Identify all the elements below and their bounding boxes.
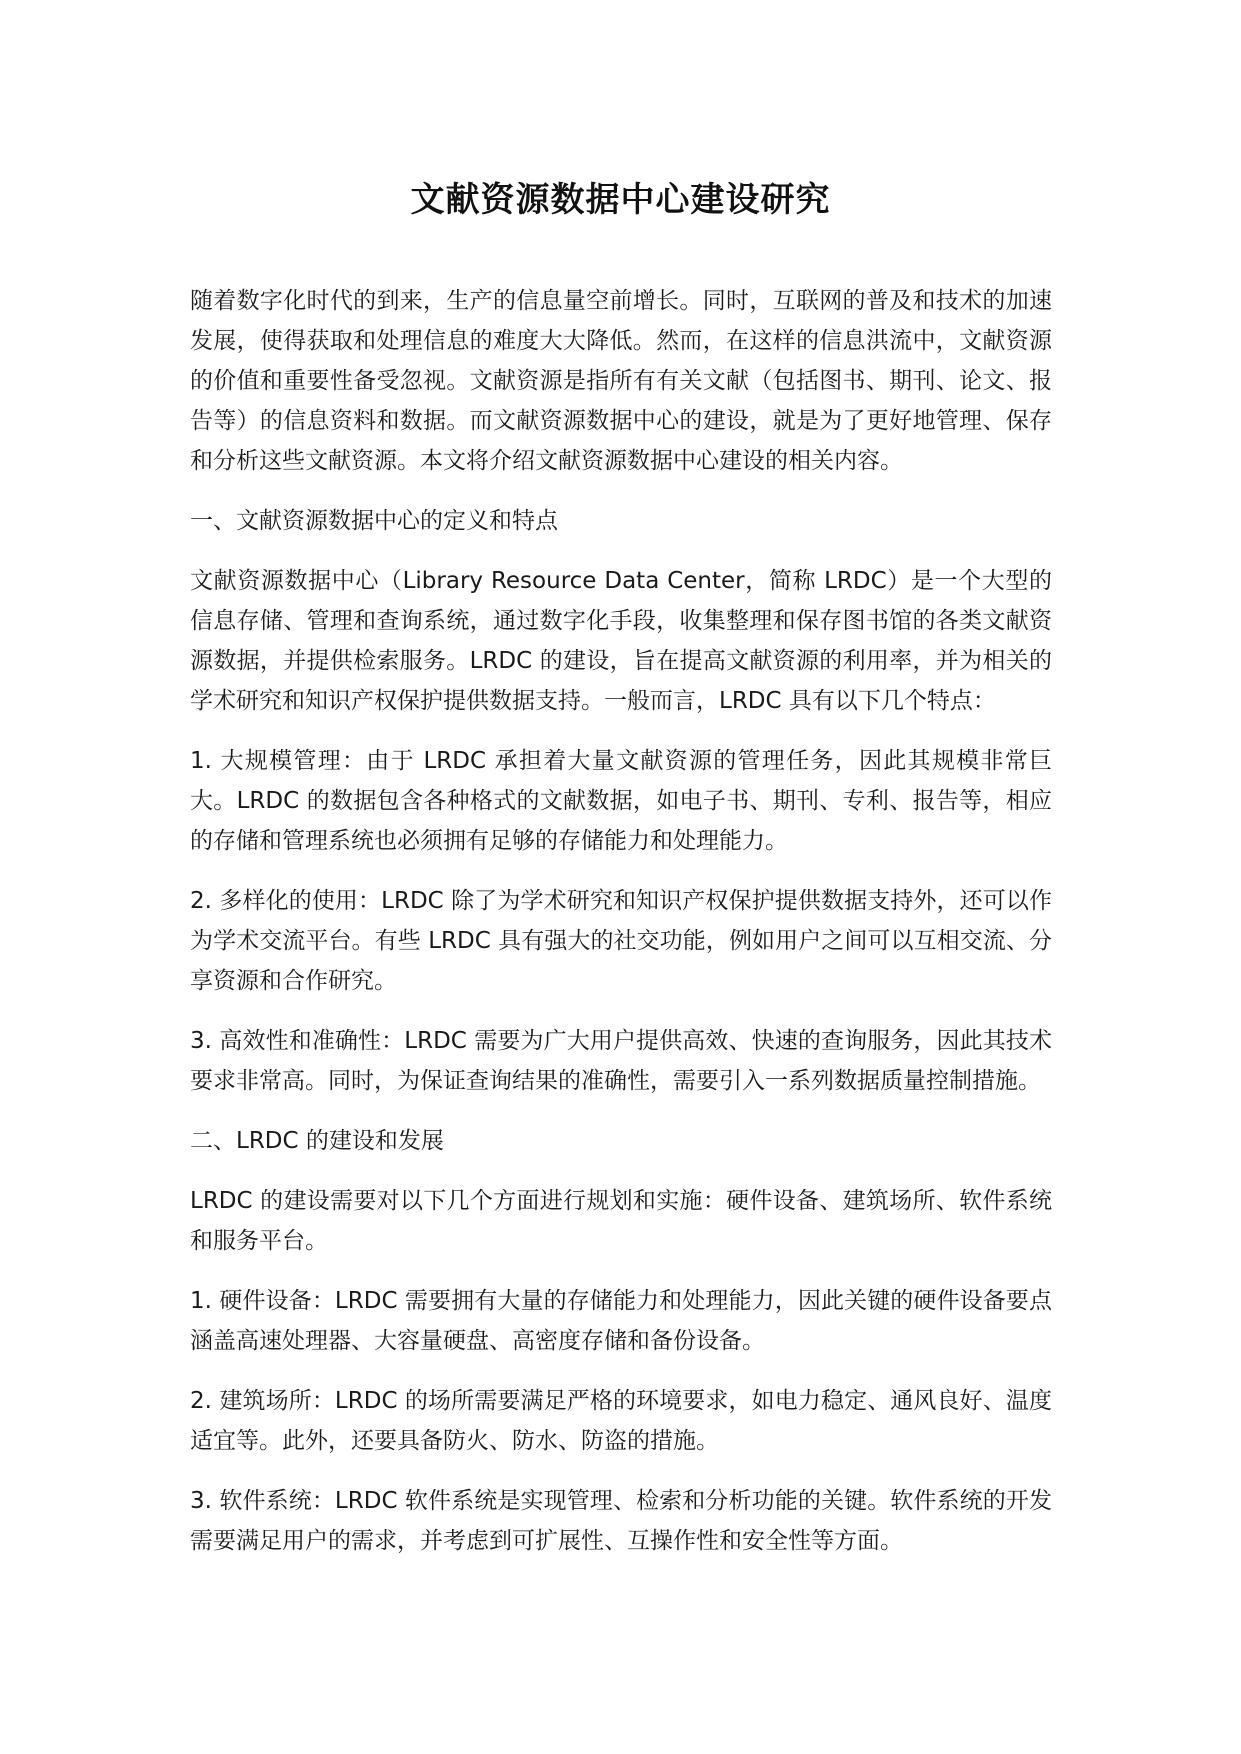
intro-paragraph: 随着数字化时代的到来，生产的信息量空前增长。同时，互联网的普及和技术的加速发展，使得获取和处理信息的难度大大降低。然而，在这样的信息洪流中，文献资源的价值和重要性备受忽视。文献资源是指所有有关文献（包括图书、期刊、论文、报告等）的信息资料和数据。而文献资源数据中心的建设，就是为了更好地管理、保存和分析这些文献资源。本文将介绍文献资源数据中心建设的相关内容。 [190,288,1052,474]
construction-paragraph: LRDC 的建设需要对以下几个方面进行规划和实施：硬件设备、建筑场所、软件系统和服务平台。 [190,1188,1052,1254]
construction-item-1: 1. 硬件设备：LRDC 需要拥有大量的存储能力和处理能力，因此关键的硬件设备要点涵盖高速处理器、大容量硬盘、高密度存储和备份设备。 [190,1288,1052,1354]
section-heading-1: 一、文献资源数据中心的定义和特点 [190,508,558,534]
construction-item-2: 2. 建筑场所：LRDC 的场所需要满足严格的环境要求，如电力稳定、通风良好、温度适宜等。此外，还要具备防火、防水、防盗的措施。 [190,1388,1052,1454]
document-title: 文献资源数据中心建设研究 [410,180,831,220]
feature-item-1: 1. 大规模管理：由于 LRDC 承担着大量文献资源的管理任务，因此其规模非常巨大。LRDC 的数据包含各种格式的文献数据，如电子书、期刊、专利、报告等，相应的存储和管理系统也必须拥有足够的存储能力和处理能力。 [190,748,1052,854]
definition-paragraph: 文献资源数据中心（Library Resource Data Center，简称 LRDC）是一个大型的信息存储、管理和查询系统，通过数字化手段，收集整理和保存图书馆的各类文献资源数据，并提供检索服务。LRDC 的建设，旨在提高文献资源的利用率，并为相关的学术研究和知识产权保护提供数据支持。一般而言，LRDC 具有以下几个特点： [190,568,1052,714]
feature-item-2: 2. 多样化的使用：LRDC 除了为学术研究和知识产权保护提供数据支持外，还可以作为学术交流平台。有些 LRDC 具有强大的社交功能，例如用户之间可以互相交流、分享资源和合作研究。 [190,888,1052,994]
document-body [190,281,1052,1581]
construction-item-3: 3. 软件系统：LRDC 软件系统是实现管理、检索和分析功能的关键。软件系统的开发需要满足用户的需求，并考虑到可扩展性、互操作性和安全性等方面。 [190,1488,1052,1554]
feature-item-3: 3. 高效性和准确性：LRDC 需要为广大用户提供高效、快速的查询服务，因此其技术要求非常高。同时，为保证查询结果的准确性，需要引入一系列数据质量控制措施。 [190,1028,1052,1094]
section-heading-2: 二、LRDC 的建设和发展 [190,1128,444,1154]
